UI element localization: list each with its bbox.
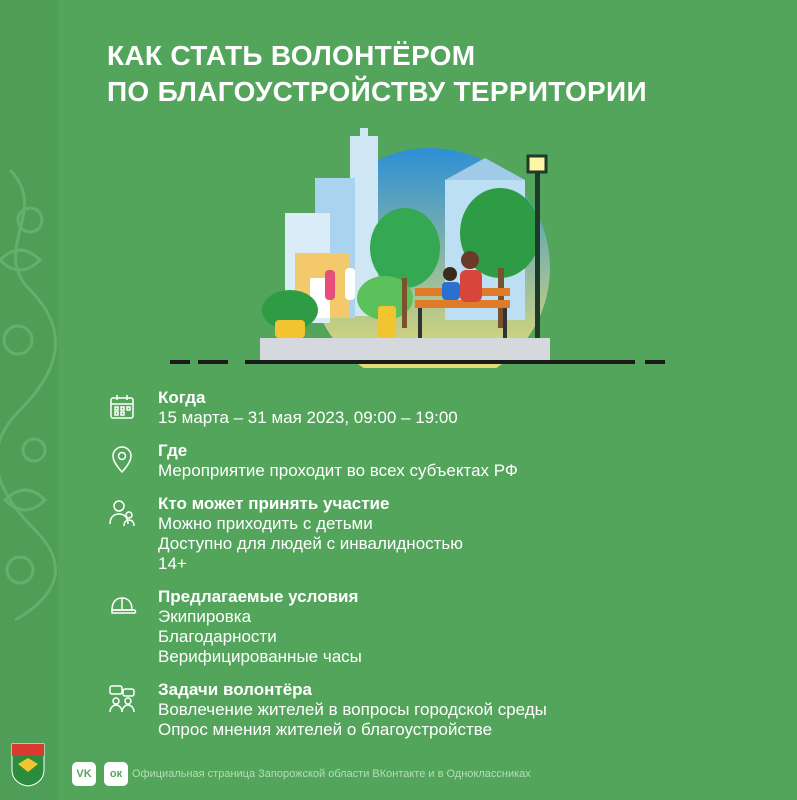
side-strip: [0, 0, 58, 800]
item-title: Кто может принять участие: [158, 494, 390, 513]
location-pin-icon: [107, 445, 137, 475]
region-emblem-icon: [10, 742, 46, 788]
item-line: Верифицированные часы: [158, 647, 362, 666]
footer: [72, 762, 772, 788]
item-title: Где: [158, 441, 188, 460]
item-line: 14+: [158, 554, 187, 573]
item-title: Задачи волонтёра: [158, 680, 313, 699]
item-title: Когда: [158, 388, 206, 407]
item-line: Экипировка: [158, 607, 252, 626]
cap-icon: [107, 591, 137, 621]
page-title: [107, 38, 757, 110]
item-line: Благодарности: [158, 627, 277, 646]
title-line-1: КАК СТАТЬ ВОЛОНТЁРОМ: [107, 40, 476, 71]
people-icon: [107, 498, 137, 528]
item-line: Мероприятие проходит во всех субъектах РФ: [158, 461, 518, 480]
footer-text: Официальная страница Запорожской области ВКонтакте и в Одноклассниках: [132, 768, 531, 780]
chat-people-icon: [107, 684, 137, 714]
item-line: Можно приходить с детьми: [158, 514, 373, 533]
item-line: Вовлечение жителей в вопросы городской среды: [158, 700, 547, 719]
info-item-who: [105, 494, 745, 574]
info-item-tasks: [105, 680, 745, 740]
floral-ornament-icon: [0, 150, 58, 630]
calendar-icon: [107, 392, 137, 422]
ok-icon[interactable]: ок: [104, 762, 128, 786]
title-line-2: ПО БЛАГОУСТРОЙСТВУ ТЕРРИТОРИИ: [107, 76, 647, 107]
info-list: [105, 388, 745, 753]
item-line: Доступно для людей с инвалидностью: [158, 534, 464, 553]
vk-icon[interactable]: VK: [72, 762, 96, 786]
item-title: Предлагаемые условия: [158, 587, 359, 606]
item-line: 15 марта – 31 мая 2023, 09:00 – 19:00: [158, 408, 458, 427]
park-illustration: [160, 128, 670, 368]
info-item-when: [105, 388, 745, 428]
info-item-conditions: [105, 587, 745, 667]
info-item-where: [105, 441, 745, 481]
item-line: Опрос мнения жителей о благоустройстве: [158, 720, 493, 739]
